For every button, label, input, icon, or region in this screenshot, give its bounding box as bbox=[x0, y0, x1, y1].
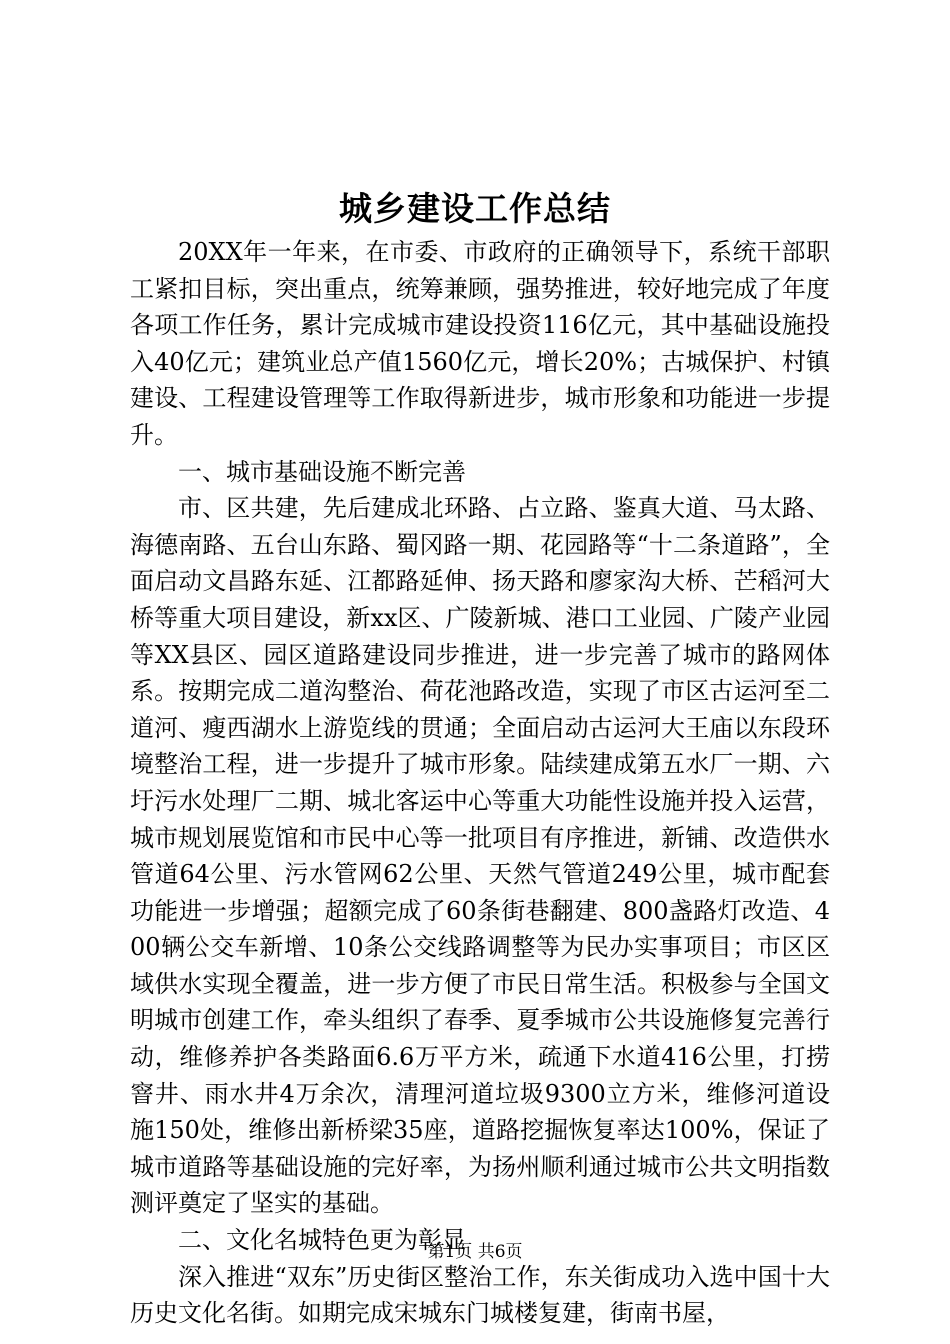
section-1-paragraph: 市、区共建，先后建成北环路、占立路、鉴真大道、马太路、海德南路、五台山东路、蜀冈路一期、花园路等“十二条道路”，全面启动文昌路东延、江都路延伸、扬天路和廖家沟大桥、芒稻河大桥等重大项目建设，新xx区、广陵新城、港口工业园、广陵产业园等XX县区、园区道路建设同步推进，进一步完善了城市的路网体系。按期完成二道沟整治、荷花池路改造，实现了市区古运河至二道河、瘦西湖水上游览线的贯通；全面启动古运河大王庙以东段环境整治工程，进一步提升了城市形象。陆续建成第五水厂一期、六圩污水处理厂二期、城北客运中心等重大功能性设施并投入运营，城市规划展览馆和市民中心等一批项目有序推进，新铺、改造供水管道64公里、污水管网62公里、天然气管道249公里，城市配套功能进一步增强；超额完成了60条街巷翻建、800盏路灯改造、400辆公交车新增、10条公交线路调整等为民办实事项目；市区区域供水实现全覆盖，进一步方便了市民日常生活。积极参与全国文明城市创建工作，牵头组织了春季、夏季城市公共设施修复完善行动，维修养护各类路面6.6万平方米，疏通下水道416公里，打捞窨井、雨水井4万余次，清理河道垃圾9300立方米，维修河道设施150处，维修出新桥梁35座，道路挖掘恢复率达100%，保证了城市道路等基础设施的完好率，为扬州顺利通过城市公共文明指数测评奠定了坚实的基础。 bbox=[130, 494, 830, 1218]
section-2-paragraph: 深入推进“双东”历史街区整治工作，东关街成功入选中国十大历史文化名街。如期完成宋城东门城楼复建，街南书屋， bbox=[130, 1262, 830, 1328]
page-footer: 第1页 共6页 bbox=[427, 1242, 523, 1262]
section-heading-1: 一、城市基础设施不断完善 bbox=[178, 457, 466, 486]
intro-paragraph: 20XX年一年来，在市委、市政府的正确领导下，系统干部职工紧扣目标，突出重点，统筹兼顾，强势推进，较好地完成了年度各项工作任务，累计完成城市建设投资116亿元，其中基础设施投入40亿元；建筑业总产值1560亿元，增长20%；古城保护、村镇建设、工程建设管理等工作取得新进步，城市形象和功能进一步提升。 bbox=[130, 238, 830, 449]
section-heading-2: 二、文化名城特色更为彰显 bbox=[178, 1226, 466, 1255]
document-title: 城乡建设工作总结 bbox=[339, 189, 611, 228]
document-body bbox=[130, 234, 830, 1332]
